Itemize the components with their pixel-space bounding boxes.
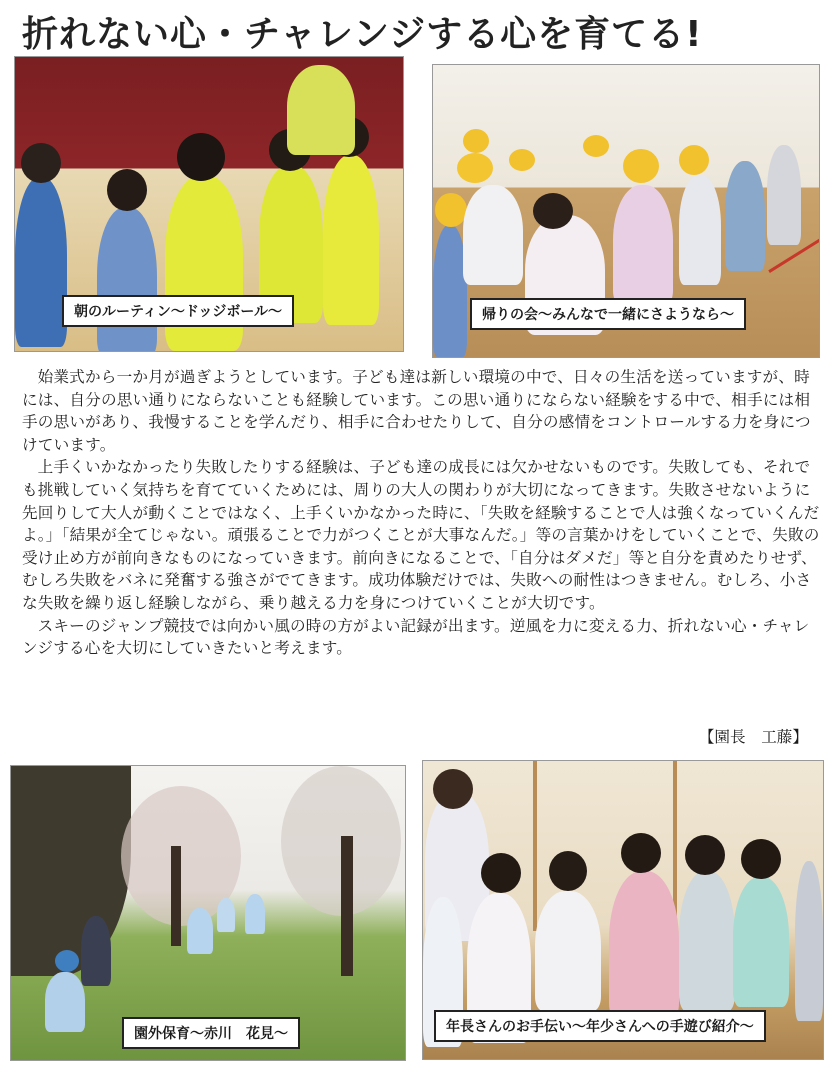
paragraph: 始業式から一か月が過ぎようとしています。子ども達は新しい環境の中で、日々の生活を送っていますが、時には、自分の思い通りにならないことも経験しています。この思い通りにならない経験をする中で、相手には相手の思いがあり、我慢することを学んだり、相手に合わせたりして、自分の感情をコントロールする力を身につけています。 [22,368,811,454]
paragraph: 上手くいかなかったり失敗したりする経験は、子ども達の成長には欠かせないものです。失敗しても、それでも挑戦していく気持ちを育てていくためには、周りの大人の関わりが大切になってきます。失敗させないように先回りして大人が動くことではなく、上手くいかなかった時に、「失敗を経験することで人は強くなっていくんだよ。」「結果が全てじゃない。頑張ることで力がつくことが大事なんだ。」等の言葉かけをしていくことで、失敗の受け止め方が前向きなものになっていきます。前向きになることで、「自分はダメだ」等と自分を責めたりせず、むしろ失敗をバネに発奮する強さがでてきます。成功体験だけでは、失敗への耐性はつきません。むしろ、小さな失敗を繰り返し経験しながら、乗り越える力を身につけていくことが大切です。 [22,458,820,612]
photo-caption: 年長さんのお手伝い～年少さんへの手遊び紹介～ [434,1010,766,1042]
photo-caption: 帰りの会～みんなで一緒にさようなら～ [470,298,746,330]
page-title: 折れない心・チャレンジする心を育てる! [22,14,703,55]
signature: 【園長 工藤】 [698,728,808,746]
article-body [22,366,822,660]
photo-caption: 園外保育～赤川 花見～ [122,1017,300,1049]
paragraph: スキーのジャンプ競技では向かい風の時の方がよい記録が出ます。逆風を力に変える力、折れない心・チャレンジする心を大切にしていきたいと考えます。 [22,616,810,658]
photo-caption: 朝のルーティン～ドッジボール～ [62,295,294,327]
